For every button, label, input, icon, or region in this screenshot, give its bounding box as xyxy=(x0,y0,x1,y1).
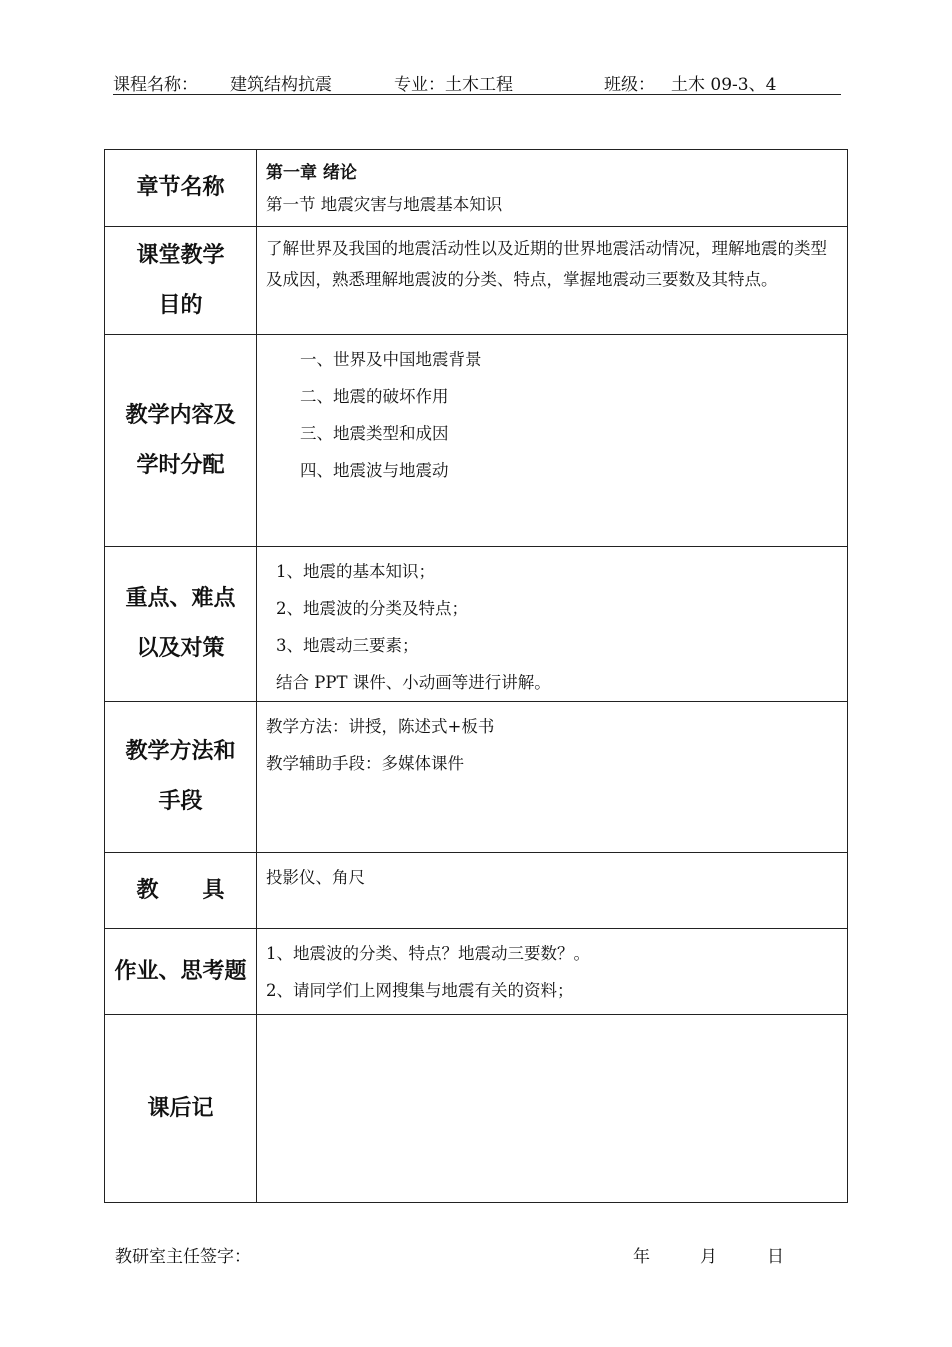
content-item: 一、世界及中国地震背景 xyxy=(300,350,482,369)
course-label: 课程名称： xyxy=(113,75,198,95)
key-point-item: 1、地震的基本知识； xyxy=(276,562,435,581)
label-homework: 作业、思考题 xyxy=(105,929,257,1015)
key-point-item: 3、地震动三要素； xyxy=(276,636,419,655)
page-header xyxy=(113,68,841,95)
row-content xyxy=(105,335,848,547)
label-objective: 课堂教学 目的 xyxy=(105,227,257,335)
homework-item: 1、地震波的分类、特点？地震动三要数？。 xyxy=(266,944,590,963)
chapter-title: 第一章 绪论 xyxy=(266,163,357,183)
homework-item: 2、请同学们上网搜集与地震有关的资料； xyxy=(266,981,574,1000)
major: 专业：土木工程 xyxy=(394,75,513,95)
month-label: 月 xyxy=(700,1247,717,1267)
cell-objective xyxy=(257,227,848,335)
cell-key-points xyxy=(257,547,848,702)
label-methods: 教学方法和 手段 xyxy=(105,702,257,853)
method-item: 教学方法：讲授，陈述式+板书 xyxy=(266,717,495,736)
label-key-points: 重点、难点 以及对策 xyxy=(105,547,257,702)
label-tools: 教 具 xyxy=(105,853,257,929)
label-chapter: 章节名称 xyxy=(105,150,257,227)
cell-tools xyxy=(257,853,848,929)
row-key-points xyxy=(105,547,848,702)
label-notes: 课后记 xyxy=(105,1015,257,1203)
section-title: 第一节 地震灾害与地震基本知识 xyxy=(266,195,503,214)
objective-text: 了解世界及我国的地震活动性以及近期的世界地震活动情况，理解地震的类型及成因，熟悉理解地震波的分类、特点，掌握地震动三要数及其特点。 xyxy=(266,239,827,289)
cell-content xyxy=(257,335,848,547)
content-item: 三、地震类型和成因 xyxy=(300,424,449,443)
signature-label: 教研室主任签字： xyxy=(115,1247,251,1267)
row-objective xyxy=(105,227,848,335)
label-content: 教学内容及 学时分配 xyxy=(105,335,257,547)
key-point-item: 2、地震波的分类及特点； xyxy=(276,599,468,618)
row-tools xyxy=(105,853,848,929)
content-item: 四、地震波与地震动 xyxy=(300,461,449,480)
key-point-item: 结合 PPT 课件、小动画等进行讲解。 xyxy=(276,673,551,692)
row-homework xyxy=(105,929,848,1015)
class-value: 土木 09-3、4 xyxy=(671,75,777,95)
row-chapter xyxy=(105,150,848,227)
class-label: 班级： xyxy=(604,75,655,95)
year-label: 年 xyxy=(633,1247,650,1267)
cell-homework xyxy=(257,929,848,1015)
course-name: 建筑结构抗震 xyxy=(230,75,332,95)
cell-methods xyxy=(257,702,848,853)
row-notes xyxy=(105,1015,848,1203)
day-label: 日 xyxy=(767,1247,784,1267)
cell-chapter xyxy=(257,150,848,227)
row-methods xyxy=(105,702,848,853)
tools-text: 投影仪、角尺 xyxy=(266,868,365,887)
cell-notes xyxy=(257,1015,848,1203)
lesson-plan-table xyxy=(104,149,848,1203)
method-item: 教学辅助手段：多媒体课件 xyxy=(266,754,464,773)
content-item: 二、地震的破坏作用 xyxy=(300,387,449,406)
